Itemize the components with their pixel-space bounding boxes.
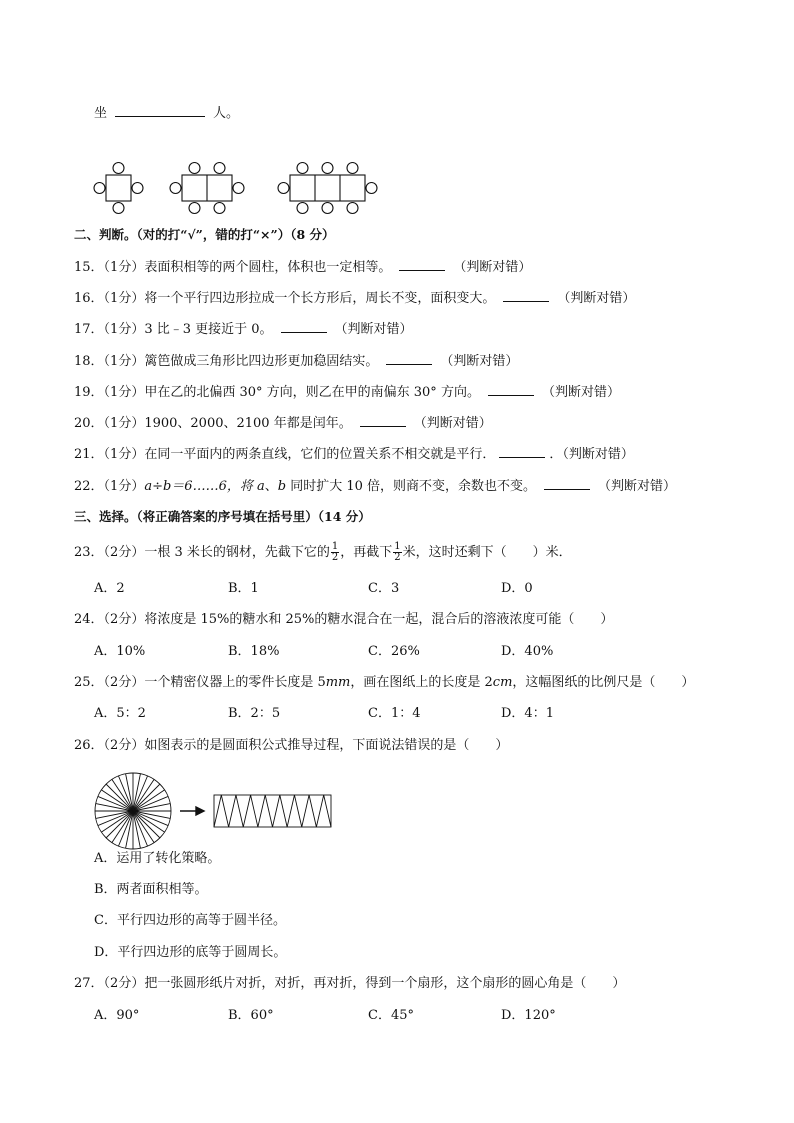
question-text: 3 比﹣3 更接近于 0。 <box>144 322 273 337</box>
chair <box>233 183 244 194</box>
unit-mm: mm <box>325 675 351 690</box>
option-b[interactable]: B．两者面积相等。 <box>94 882 208 897</box>
section-3-title: 三、选择。（将正确答案的序号填在括号里）（14 分） <box>74 509 371 524</box>
chair <box>94 183 105 194</box>
answer-blank[interactable] <box>399 258 445 271</box>
question-text: 在同一平面内的两条直线，它们的位置关系不相交就是平行． <box>144 447 496 462</box>
answer-blank[interactable] <box>115 104 205 117</box>
question-number: 26．（2分） <box>74 738 145 753</box>
table <box>106 175 131 201</box>
circle-area-diagram <box>92 766 342 856</box>
answer-blank[interactable] <box>499 445 545 458</box>
divided-circle <box>95 773 171 849</box>
table <box>290 175 365 201</box>
option-c[interactable]: C．1：4 <box>368 706 421 721</box>
question-text: ，再截下 <box>340 545 393 560</box>
answer-blank[interactable] <box>544 477 590 490</box>
variable-b: b <box>277 479 287 494</box>
q14-pre-text: 坐 <box>94 106 108 121</box>
chair <box>214 163 225 174</box>
question-19 <box>74 383 620 401</box>
question-16 <box>74 289 635 307</box>
option-d[interactable]: D．平行四边形的底等于圆周长。 <box>94 945 287 960</box>
option-c[interactable]: C．平行四边形的高等于圆半径。 <box>94 913 286 928</box>
question-15 <box>74 258 531 276</box>
chair <box>189 163 200 174</box>
question-number: 19．（1分） <box>74 385 145 400</box>
question-number: 15．（1分） <box>74 260 145 275</box>
question-text: 如图表示的是圆面积公式推导过程，下面说法错误的是（ ） <box>144 738 509 753</box>
chair <box>322 203 333 214</box>
question-text: 将一个平行四边形拉成一个长方形后，周长不变，面积变大。 <box>144 291 496 306</box>
option-c[interactable]: C．45° <box>368 1008 414 1023</box>
fraction-half: $\frac{1}{2}$ <box>394 541 401 563</box>
question-number: 25．（2分） <box>74 675 145 690</box>
question-27 <box>74 976 625 992</box>
chair <box>170 183 181 194</box>
q14-tail-line <box>94 104 239 122</box>
variable-a: a <box>256 479 265 494</box>
option-b[interactable]: B．18% <box>228 644 280 659</box>
option-d[interactable]: D．120° <box>501 1008 556 1023</box>
option-c[interactable]: C．26% <box>368 644 420 659</box>
question-number: 24．（2分） <box>74 612 145 627</box>
option-a[interactable]: A．2 <box>94 581 125 596</box>
sector-line <box>106 784 133 811</box>
question-text: ，这幅图纸的比例尺是（ ） <box>512 675 695 690</box>
question-number: 17．（1分） <box>74 322 145 337</box>
question-22 <box>74 477 676 495</box>
option-d[interactable]: D．4：1 <box>501 706 554 721</box>
answer-blank[interactable] <box>281 320 327 333</box>
option-d[interactable]: D．0 <box>501 581 533 596</box>
question-17 <box>74 320 413 338</box>
chair <box>113 163 124 174</box>
question-text: ，画在图纸上的长度是 2 <box>350 675 493 690</box>
question-text: 一个精密仪器上的零件长度是 5 <box>144 675 326 690</box>
option-b[interactable]: B．1 <box>228 581 259 596</box>
question-26 <box>74 738 508 754</box>
answer-blank[interactable] <box>360 414 406 427</box>
option-a[interactable]: A．10% <box>94 644 146 659</box>
tables-chairs-figure <box>92 160 392 216</box>
section-2-title: 二、判断。（对的打“√”，错的打“×”）（8 分） <box>74 227 335 242</box>
question-suffix: （判断对错） <box>334 322 413 337</box>
question-number: 27．（2分） <box>74 976 145 991</box>
chair <box>132 183 143 194</box>
option-a[interactable]: A．5：2 <box>94 706 146 721</box>
question-number: 22．（1分） <box>74 479 145 494</box>
question-text: 把一张圆形纸片对折，对折，再对折，得到一个扇形，这个扇形的圆心角是（ ） <box>144 976 626 991</box>
question-25 <box>74 675 694 691</box>
question-number: 16．（1分） <box>74 291 145 306</box>
question-text: 米，这时还剩下（ ）米． <box>402 545 572 560</box>
question-suffix: （判断对错） <box>440 354 519 369</box>
question-24 <box>74 612 613 628</box>
question-text: 甲在乙的北偏西 30° 方向，则乙在甲的南偏东 30° 方向。 <box>144 385 480 400</box>
question-suffix: ．（判断对错） <box>549 447 634 462</box>
question-suffix: （判断对错） <box>541 385 620 400</box>
question-text: 一根 3 米长的钢材，先截下它的 <box>144 545 330 560</box>
chair <box>366 183 377 194</box>
fraction-half: $\frac{1}{2}$ <box>331 541 339 563</box>
sector-line <box>106 811 133 838</box>
question-number: 23．（2分） <box>74 545 145 560</box>
question-20 <box>74 414 492 432</box>
question-18 <box>74 352 518 370</box>
option-b[interactable]: B．60° <box>228 1008 274 1023</box>
question-suffix: （判断对错） <box>557 291 636 306</box>
option-b[interactable]: B．2：5 <box>228 706 281 721</box>
answer-blank[interactable] <box>503 289 549 302</box>
question-23 <box>74 542 572 563</box>
chair <box>214 203 225 214</box>
question-number: 18．（1分） <box>74 354 145 369</box>
option-a[interactable]: A．90° <box>94 1008 140 1023</box>
question-number: 21．（1分） <box>74 447 145 462</box>
sector-line <box>133 811 160 838</box>
chair <box>189 203 200 214</box>
question-text: 1900、2000、2100 年都是闰年。 <box>144 416 352 431</box>
question-suffix: （判断对错） <box>413 416 492 431</box>
question-text: 将浓度是 15%的糖水和 25%的糖水混合在一起，混合后的溶液浓度可能（ ） <box>144 612 614 627</box>
chair <box>347 163 358 174</box>
chair <box>347 203 358 214</box>
parallelogram-strips <box>214 795 331 827</box>
q14-post-text: 人。 <box>213 106 240 121</box>
question-21 <box>74 445 634 463</box>
question-text: 表面积相等的两个圆柱，体积也一定相等。 <box>144 260 392 275</box>
option-d[interactable]: D．40% <box>501 644 554 659</box>
separator: 、 <box>264 479 278 494</box>
chair <box>113 203 124 214</box>
chair <box>297 203 308 214</box>
question-suffix: （判断对错） <box>453 260 532 275</box>
arrow-icon <box>180 807 204 815</box>
chair <box>297 163 308 174</box>
option-c[interactable]: C．3 <box>368 581 400 596</box>
unit-cm: cm <box>492 675 513 690</box>
option-a[interactable]: A．运用了转化策略。 <box>94 851 221 866</box>
answer-blank[interactable] <box>386 352 432 365</box>
answer-blank[interactable] <box>488 383 534 396</box>
question-number: 20．（1分） <box>74 416 145 431</box>
question-text: 同时扩大 10 倍，则商不变，余数也不变。 <box>286 479 537 494</box>
question-suffix: （判断对错） <box>598 479 677 494</box>
chair <box>322 163 333 174</box>
question-text: 篱笆做成三角形比四边形更加稳固结实。 <box>144 354 379 369</box>
sector-line <box>133 784 160 811</box>
question-expression: a÷b＝6……6，将 <box>144 479 257 494</box>
chair <box>278 183 289 194</box>
